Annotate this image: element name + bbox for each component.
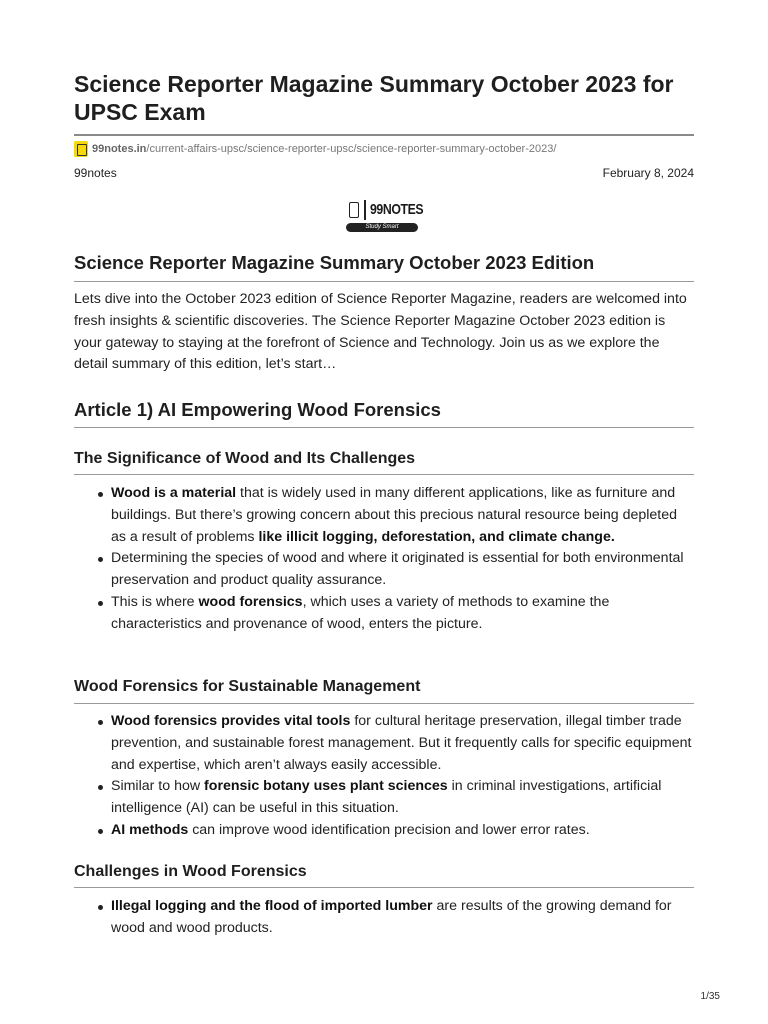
- subsection-divider-3: [74, 887, 694, 888]
- subsection-divider-1: [74, 474, 694, 475]
- intro-paragraph: Lets dive into the October 2023 edition of Science Reporter Magazine, readers are welcomed into fresh insights & scientific discoveries. The Science Reporter Magazine October 2023 edition is your gateway to staying at the forefront of Science and Technology. Join us as we explore the detail summary of this edition, let’s start…: [74, 291, 687, 373]
- subsection-heading-1: The Significance of Wood and Its Challenges: [74, 450, 416, 467]
- site-favicon-icon: [74, 141, 88, 157]
- list-item: This is where wood forensics, which uses a variety of methods to examine the characteristics and provenance of wood, enters the picture.: [98, 592, 694, 636]
- list-item: Determining the species of wood and where it originated is essential for both environmental preservation and product quality assurance.: [98, 548, 694, 592]
- logo-tagline: Study Smart: [346, 223, 418, 232]
- title-divider: [74, 134, 694, 136]
- bullet-list-3: [98, 896, 694, 940]
- author: 99notes: [74, 166, 117, 180]
- subsection-heading-2: Wood Forensics for Sustainable Management: [74, 678, 421, 695]
- logo-text: 99NOTES: [370, 201, 424, 218]
- publish-date: February 8, 2024: [602, 166, 694, 180]
- source-path[interactable]: /current-affairs-upsc/science-reporter-upsc/science-reporter-summary-october-2023/: [146, 143, 557, 155]
- list-item: Wood is a material that is widely used in many different applications, like as furniture and buildings. But there’s growing concern about this precious natural resource being depleted as a result of problems like illicit logging, deforestation, and climate change.: [98, 483, 694, 548]
- source-url[interactable]: [74, 140, 694, 158]
- logo-divider: [364, 200, 366, 220]
- subsection-divider-2: [74, 703, 694, 704]
- list-item: Wood forensics provides vital tools for cultural heritage preservation, illegal timber trade prevention, and sustainable forest management. But it frequently calls for specific equipment and expertise, which aren’t always easily accessible.: [98, 711, 694, 776]
- section-heading: Science Reporter Magazine Summary October 2023 Edition: [74, 252, 595, 273]
- article-title: Article 1) AI Empowering Wood Forensics: [74, 399, 441, 420]
- phone-icon: [349, 202, 359, 218]
- section-heading-divider: [74, 281, 694, 282]
- list-item: AI methods can improve wood identification precision and lower error rates.: [98, 820, 694, 842]
- meta-row: [74, 166, 694, 180]
- bullet-list-2: [98, 711, 694, 842]
- subsection-heading-3: Challenges in Wood Forensics: [74, 863, 307, 880]
- document-title: Science Reporter Magazine Summary October 2023 for UPSC Exam: [74, 71, 674, 125]
- bullet-list-1: [98, 483, 694, 636]
- list-item: Similar to how forensic botany uses plant sciences in criminal investigations, artificial intelligence (AI) can be useful in this situation.: [98, 776, 694, 820]
- page-number: 1/35: [700, 991, 720, 1002]
- list-item: Illegal logging and the flood of imported lumber are results of the growing demand for wood and wood products.: [98, 896, 694, 940]
- source-domain[interactable]: 99notes.in: [92, 143, 147, 155]
- site-logo: [346, 198, 422, 234]
- article-title-divider: [74, 427, 694, 428]
